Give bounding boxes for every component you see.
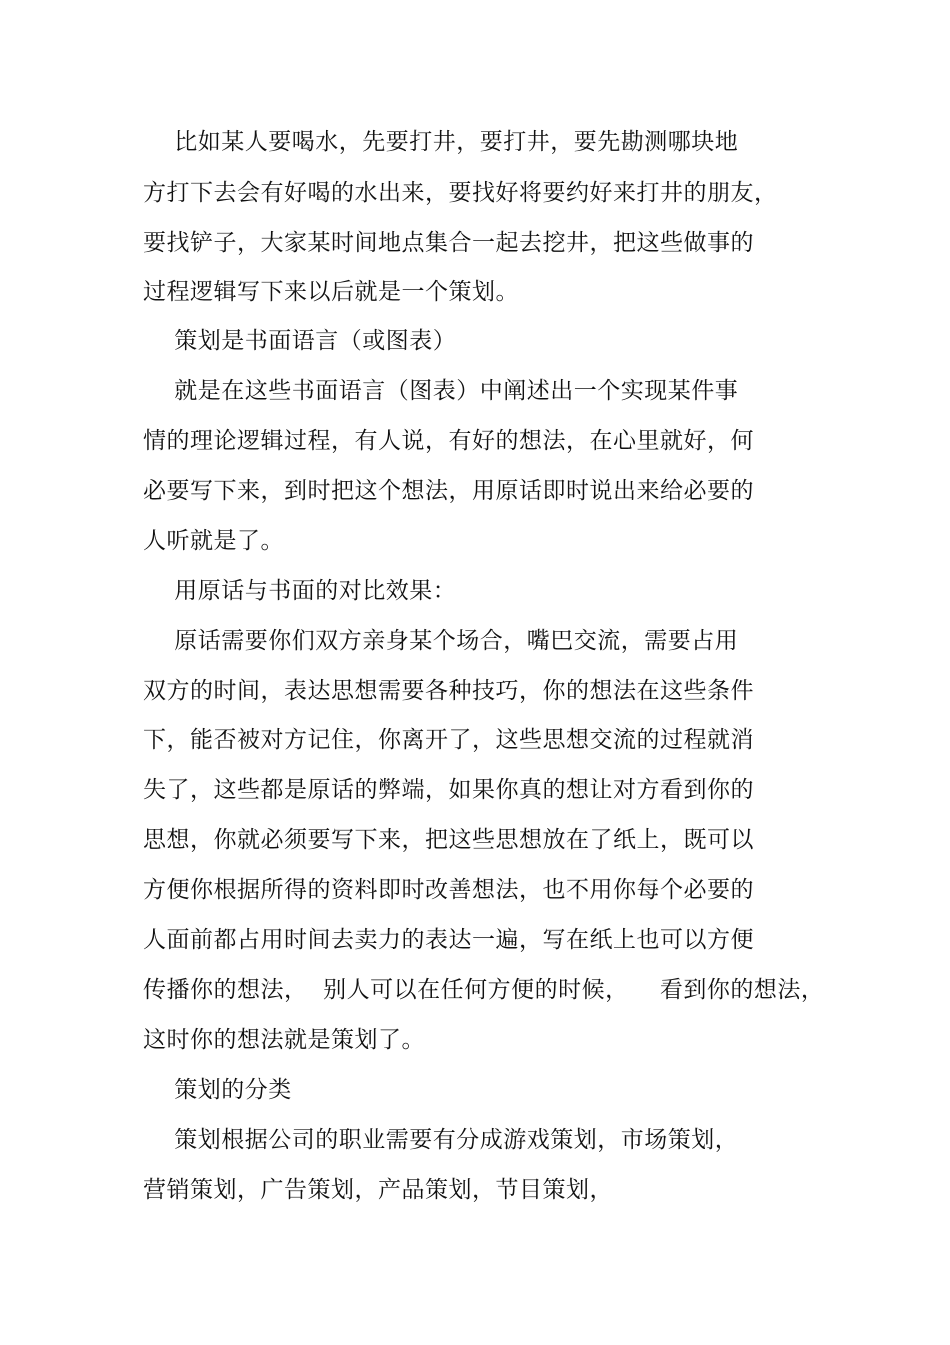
text-line: 方打下去会有好喝的水出来，要找好将要约好来打井的朋友，	[143, 180, 778, 206]
text-line: 策划根据公司的职业需要有分成游戏策划，市场策划，	[143, 1127, 739, 1153]
text-line: 比如某人要喝水，先要打井，要打井，要先勘测哪块地	[143, 129, 739, 155]
text-line: 人面前都占用时间去卖力的表达一遍，写在纸上也可以方便	[143, 927, 754, 953]
text-line: 策划的分类	[143, 1077, 292, 1103]
text-line: 思想，你就必须要写下来，把这些思想放在了纸上，既可以	[143, 827, 754, 853]
text-line: 过程逻辑写下来以后就是一个策划。	[143, 279, 519, 305]
text-line: 传播你的想法， 别人可以在任何方便的时候， 看到你的想法，	[143, 977, 825, 1003]
text-line: 营销策划，广告策划，产品策划，节目策划，	[143, 1177, 613, 1203]
text-line: 双方的时间，表达思想需要各种技巧，你的想法在这些条件	[143, 678, 754, 704]
text-line: 情的理论逻辑过程，有人说，有好的想法，在心里就好，何	[143, 428, 754, 454]
text-line: 就是在这些书面语言（图表）中阐述出一个实现某件事	[143, 378, 739, 404]
text-line: 用原话与书面的对比效果：	[143, 578, 457, 604]
text-line: 这时你的想法就是策划了。	[143, 1027, 425, 1053]
text-line: 原话需要你们双方亲身某个场合，嘴巴交流，需要占用	[143, 628, 739, 654]
text-line: 人听就是了。	[143, 528, 284, 554]
text-line: 方便你根据所得的资料即时改善想法，也不用你每个必要的	[143, 877, 754, 903]
text-line: 策划是书面语言（或图表）	[143, 328, 457, 354]
text-line: 失了，这些都是原话的弊端，如果你真的想让对方看到你的	[143, 777, 754, 803]
text-line: 下，能否被对方记住，你离开了，这些思想交流的过程就消	[143, 727, 754, 753]
text-line: 要找铲子，大家某时间地点集合一起去挖井，把这些做事的	[143, 230, 754, 256]
text-line: 必要写下来，到时把这个想法，用原话即时说出来给必要的	[143, 478, 754, 504]
